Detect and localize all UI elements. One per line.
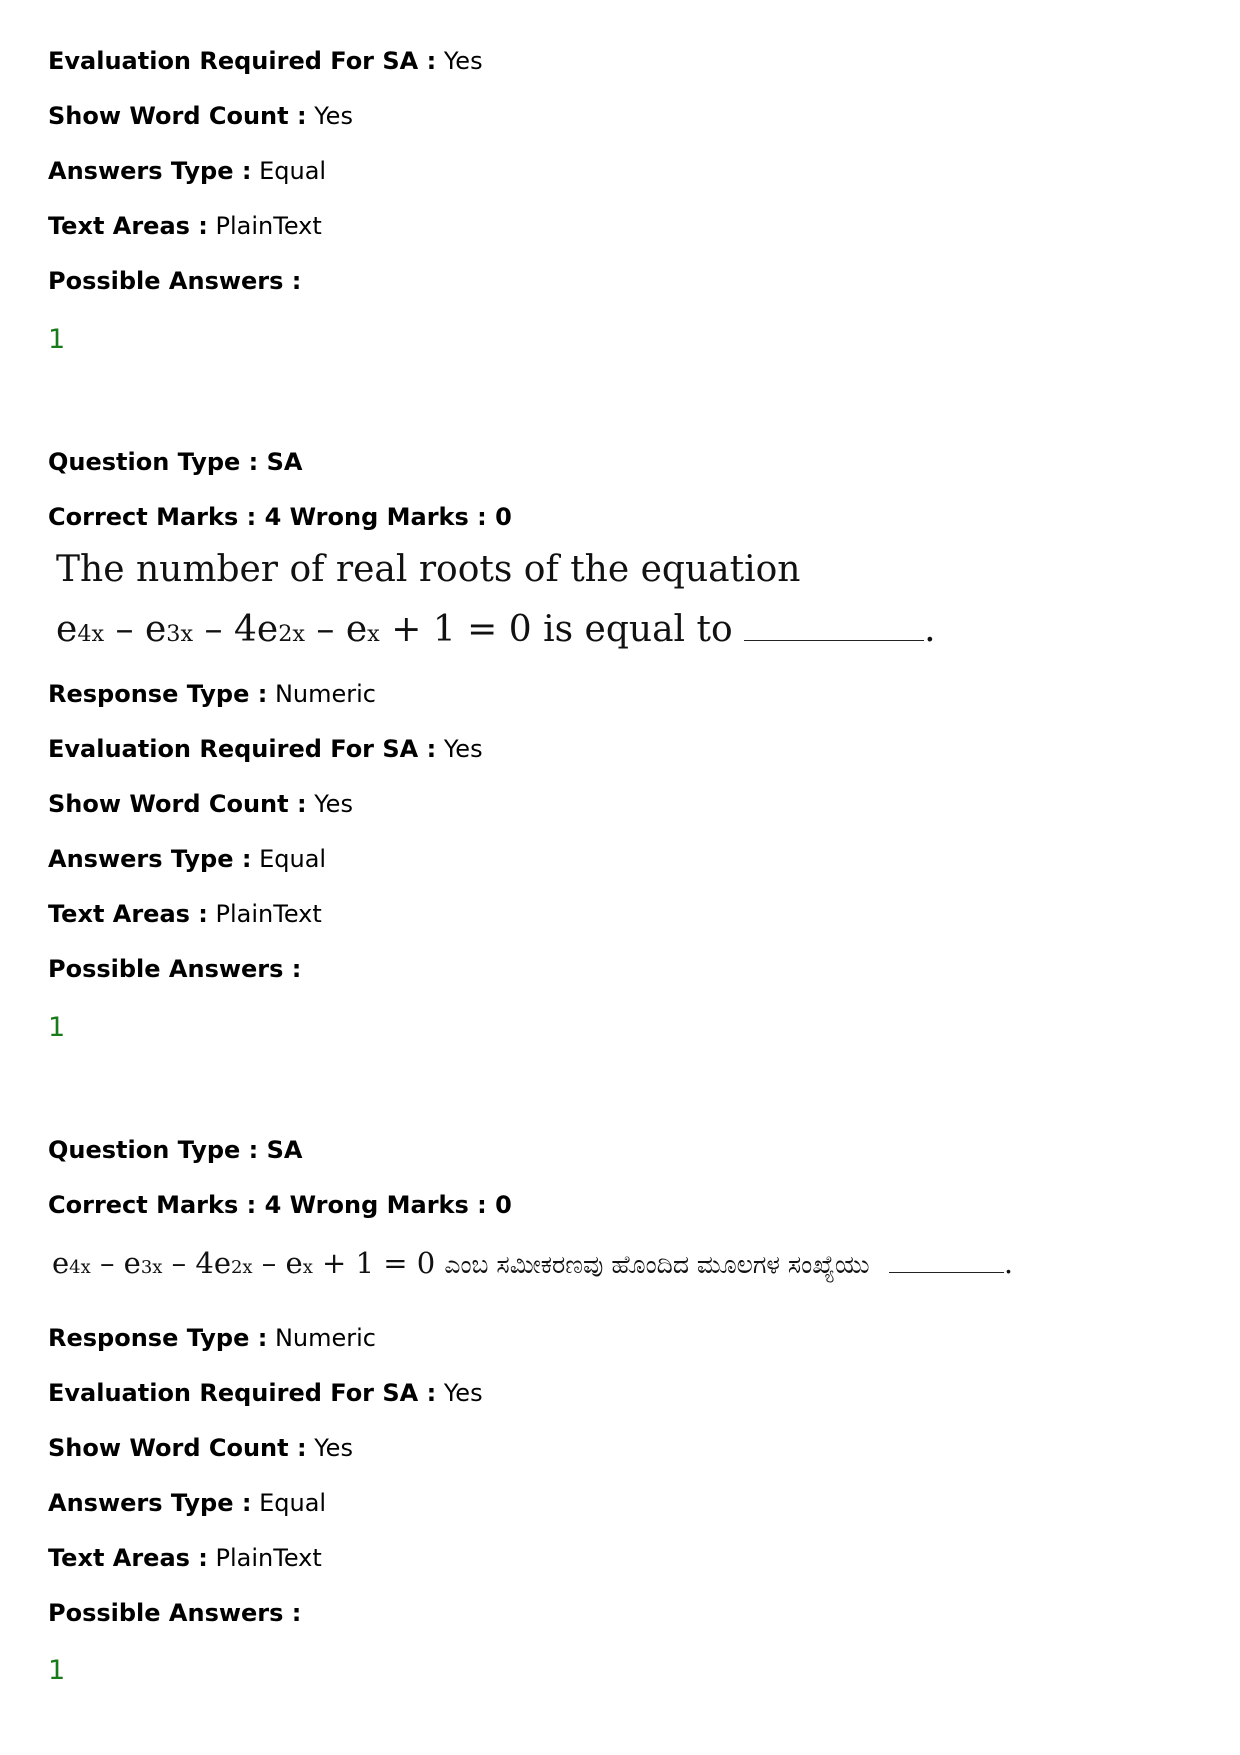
marks-row: [48, 502, 512, 532]
show-word-count-label: Show Word Count :: [48, 1434, 307, 1462]
eval-required-row: [48, 1378, 483, 1408]
end-punctuation: .: [924, 609, 936, 650]
text-areas-label: Text Areas :: [48, 900, 208, 928]
show-word-count-value: Yes: [314, 790, 353, 818]
question-text-line-1: The number of real roots of the equation: [56, 549, 801, 590]
show-word-count-value: Yes: [314, 1434, 353, 1462]
eval-required-label: Evaluation Required For SA :: [48, 47, 437, 75]
text-areas-value: PlainText: [215, 212, 322, 240]
text-areas-row: [48, 211, 322, 241]
show-word-count-row: [48, 101, 353, 131]
kannada-text: ಎಂಬ ಸಮೀಕರಣವು ಹೊಂದಿದ ಮೂಲಗಳ ಸಂಖ್ಯೆಯು: [444, 1250, 870, 1279]
question-text-kannada: [52, 1244, 1013, 1284]
response-type-label: Response Type :: [48, 1324, 268, 1352]
answers-type-label: Answers Type :: [48, 157, 252, 185]
eval-required-value: Yes: [443, 1379, 483, 1407]
equation: $e^{4x} - e^{3x} - 4e^{2x} - e^x + 1 = 0$ is equal to: [56, 609, 745, 650]
response-type-value: Numeric: [274, 680, 376, 708]
answers-type-label: Answers Type :: [48, 845, 252, 873]
answers-type-label: Answers Type :: [48, 1489, 252, 1517]
show-word-count-value: Yes: [314, 102, 353, 130]
answers-type-row: [48, 844, 326, 874]
question-type-row: [48, 447, 302, 477]
answers-type-value: Equal: [259, 845, 327, 873]
response-type-row: [48, 679, 376, 709]
eval-required-row: [48, 734, 483, 764]
eval-required-value: Yes: [443, 47, 483, 75]
show-word-count-label: Show Word Count :: [48, 790, 307, 818]
marks-label: Correct Marks : 4 Wrong Marks : 0: [48, 503, 512, 531]
show-word-count-label: Show Word Count :: [48, 102, 307, 130]
show-word-count-row: [48, 789, 353, 819]
eval-required-label: Evaluation Required For SA :: [48, 735, 437, 763]
answers-type-row: [48, 156, 326, 186]
response-type-value: Numeric: [274, 1324, 376, 1352]
possible-answers-row: [48, 1598, 301, 1628]
question-type-label: Question Type : SA: [48, 1136, 303, 1164]
eval-required-value: Yes: [443, 735, 483, 763]
question-type-label: Question Type : SA: [48, 448, 303, 476]
question-type-row: [48, 1135, 302, 1165]
marks-row: [48, 1190, 512, 1220]
text-areas-label: Text Areas :: [48, 1544, 208, 1572]
possible-answer-value: 1: [48, 324, 66, 355]
answer-blank: [889, 1271, 1004, 1273]
answer-blank: [744, 639, 924, 641]
text-areas-row: [48, 1543, 322, 1573]
answers-type-value: Equal: [259, 157, 327, 185]
possible-answers-label: Possible Answers :: [48, 1599, 302, 1627]
text-areas-value: PlainText: [215, 1544, 322, 1572]
text-areas-label: Text Areas :: [48, 212, 208, 240]
question-text-line-2: [56, 608, 936, 652]
answers-type-value: Equal: [259, 1489, 327, 1517]
show-word-count-row: [48, 1433, 353, 1463]
marks-label: Correct Marks : 4 Wrong Marks : 0: [48, 1191, 512, 1219]
possible-answers-row: [48, 266, 301, 296]
possible-answers-label: Possible Answers :: [48, 267, 302, 295]
response-type-label: Response Type :: [48, 680, 268, 708]
equation: $e^{4x} - e^{3x} - 4e^{2x} - e^x + 1 = 0$: [52, 1246, 445, 1280]
text-areas-value: PlainText: [215, 900, 322, 928]
eval-required-label: Evaluation Required For SA :: [48, 1379, 437, 1407]
response-type-row: [48, 1323, 376, 1353]
eval-required-row: [48, 46, 483, 76]
end-punctuation: .: [1003, 1246, 1014, 1280]
possible-answer-value: 1: [48, 1012, 66, 1043]
text-areas-row: [48, 899, 322, 929]
possible-answers-label: Possible Answers :: [48, 955, 302, 983]
possible-answers-row: [48, 954, 301, 984]
possible-answer-value: 1: [48, 1655, 66, 1686]
answers-type-row: [48, 1488, 326, 1518]
